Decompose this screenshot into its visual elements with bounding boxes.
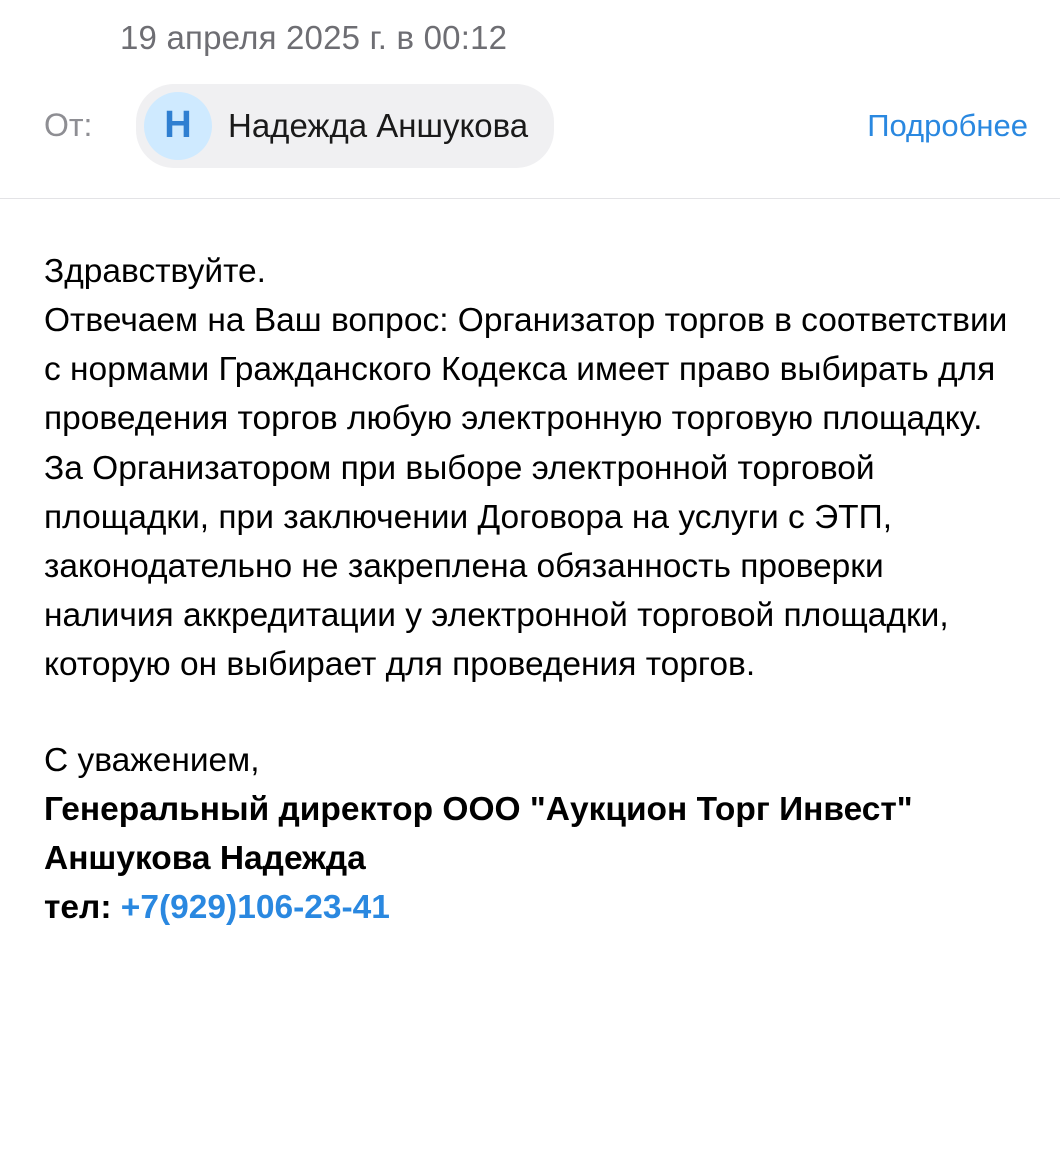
phone-label: тел: [44, 889, 121, 927]
signature-position: Генеральный директор ООО "Аукцион Торг Инвест" [44, 790, 913, 828]
signature-name: Аншукова Надежда [44, 840, 366, 878]
sender-chip[interactable] [136, 84, 554, 168]
from-label: От: [44, 107, 93, 144]
email-body [0, 199, 1060, 1155]
signature-regards: С уважением, [44, 741, 260, 779]
greeting-text: Здравствуйте. [44, 252, 266, 290]
sender-name: Надежда Аншукова [228, 106, 529, 144]
email-header [0, 0, 1060, 199]
phone-number-link[interactable]: +7(929)106-23-41 [120, 889, 390, 927]
body-spacer [44, 690, 1020, 736]
body-text: Отвечаем на Ваш вопрос: Организатор торгов в соответствии с нормами Гражданского Кодекса имеет право выбирать для проведения торгов любую электронную торговую площадку. За Организатором при выборе электронной торговой площадки, при заключении Договора на услуги с ЭТП, законодательно не закреплена обязанность проверки наличия аккредитации у электронной торговой площадки, которую он выбирает для проведения торгов. [44, 301, 1017, 684]
avatar: Н [144, 92, 212, 160]
message-date: 19 апреля 2025 г. в 00:12 [120, 19, 508, 56]
signature-phone-row [44, 883, 1020, 932]
details-link[interactable]: Подробнее [867, 107, 1028, 143]
from-row [0, 58, 1060, 198]
